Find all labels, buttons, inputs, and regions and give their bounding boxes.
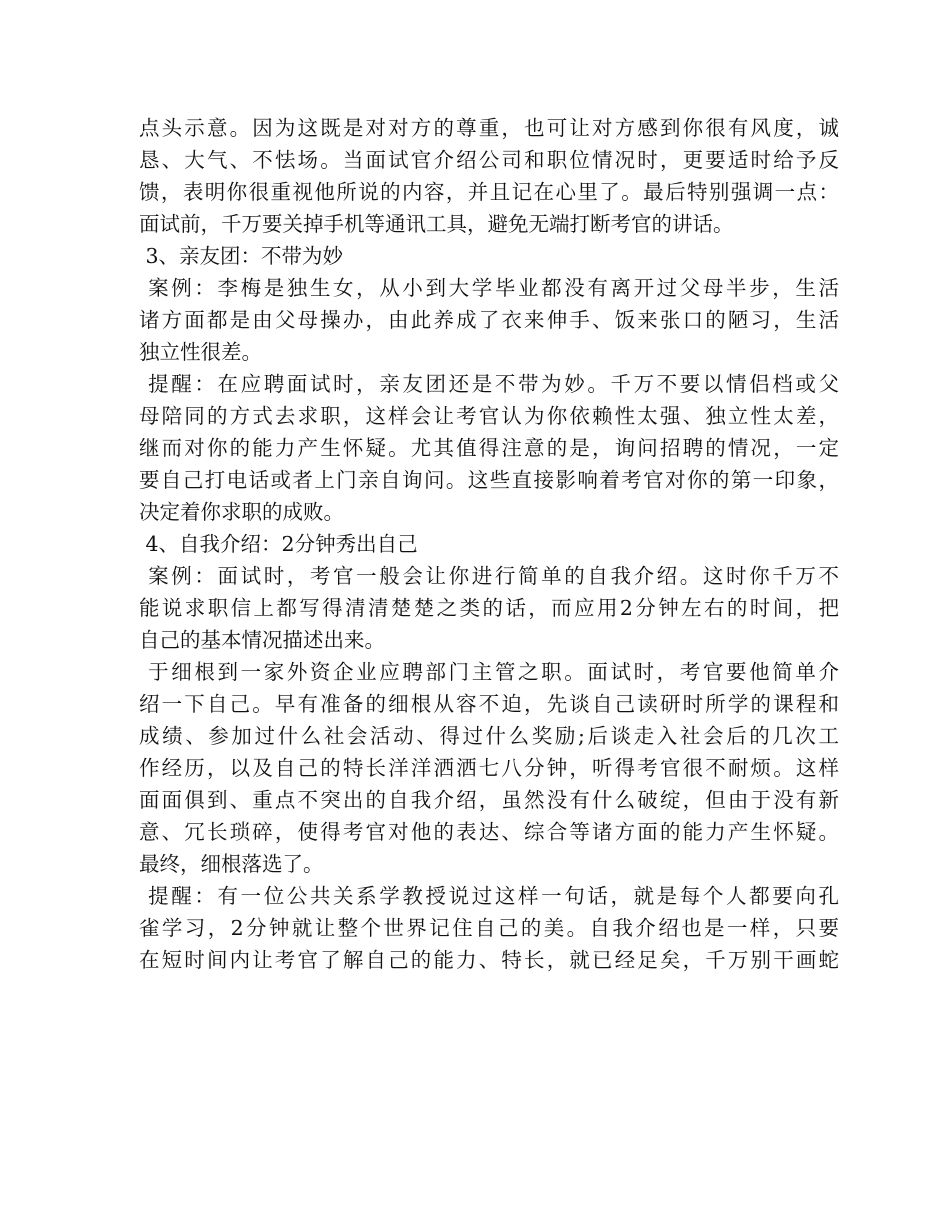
text-line: 雀学习，2分钟就让整个世界记住自己的美。自我介绍也是一样，只要 <box>139 916 839 940</box>
text-line: 馈，表明你很重视他所说的内容，并且记在心里了。最后特别强调一点： <box>139 180 839 204</box>
text-line: 点头示意。因为这既是对对方的尊重，也可让对方感到你很有风度，诚 <box>139 116 839 140</box>
document-body <box>139 112 839 976</box>
section-heading: 4、自我介绍：2分钟秀出自己 <box>139 532 418 556</box>
text-line: 最终，细根落选了。 <box>139 852 324 876</box>
text-line: 能说求职信上都写得清清楚楚之类的话，而应用2分钟左右的时间，把 <box>139 596 839 620</box>
text-line: 案例：面试时，考官一般会让你进行简单的自我介绍。这时你千万不 <box>139 564 839 588</box>
text-line: 面试前，千万要关掉手机等通讯工具，避免无端打断考官的讲话。 <box>139 212 734 236</box>
text-line: 提醒：有一位公共关系学教授说过这样一句话，就是每个人都要向孔 <box>139 884 839 908</box>
text-line: 作经历，以及自己的特长洋洋洒洒七八分钟，听得考官很不耐烦。这样 <box>139 756 839 780</box>
text-line: 在短时间内让考官了解自己的能力、特长，就已经足矣，千万别干画蛇 <box>139 948 839 972</box>
text-line: 自己的基本情况描述出来。 <box>139 628 385 652</box>
text-line: 于细根到一家外资企业应聘部门主管之职。面试时，考官要他简单介 <box>139 660 839 684</box>
text-line: 决定着你求职的成败。 <box>139 500 344 524</box>
text-line: 恳、大气、不怯场。当面试官介绍公司和职位情况时，更要适时给予反 <box>139 148 839 172</box>
text-line: 要自己打电话或者上门亲自询问。这些直接影响着考官对你的第一印象， <box>139 468 839 492</box>
text-line: 案例：李梅是独生女，从小到大学毕业都没有离开过父母半步，生活 <box>139 276 839 300</box>
text-line: 独立性很差。 <box>139 340 262 364</box>
section-heading: 3、亲友团：不带为妙 <box>139 244 344 268</box>
text-line: 继而对你的能力产生怀疑。尤其值得注意的是，询问招聘的情况，一定 <box>139 436 839 460</box>
text-line: 提醒：在应聘面试时，亲友团还是不带为妙。千万不要以情侣档或父 <box>139 372 839 396</box>
text-line: 意、冗长琐碎，使得考官对他的表达、综合等诸方面的能力产生怀疑。 <box>139 820 839 844</box>
text-line: 诸方面都是由父母操办，由此养成了衣来伸手、饭来张口的陋习，生活 <box>139 308 839 332</box>
text-line: 母陪同的方式去求职，这样会让考官认为你依赖性太强、独立性太差， <box>139 404 839 428</box>
text-line: 绍一下自己。早有准备的细根从容不迫，先谈自己读研时所学的课程和 <box>139 692 839 716</box>
text-line: 面面俱到、重点不突出的自我介绍，虽然没有什么破绽，但由于没有新 <box>139 788 839 812</box>
text-line: 成绩、参加过什么社会活动、得过什么奖励;后谈走入社会后的几次工 <box>139 724 839 748</box>
